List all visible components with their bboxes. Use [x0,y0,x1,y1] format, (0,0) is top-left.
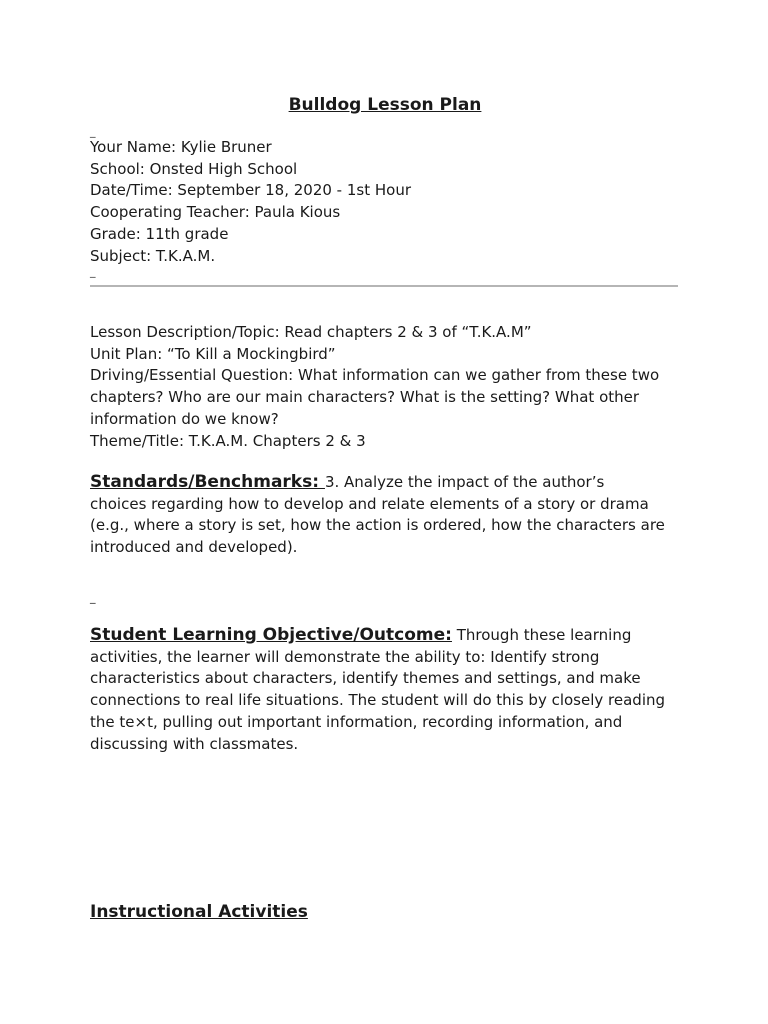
separator-dash: _ [90,591,96,604]
horizontal-rule [90,285,678,287]
objective-text-line: the te×t, pulling out important information, recording information, and [90,712,623,731]
info-name: Your Name: Kylie Bruner [90,138,272,156]
separator-dash: _ [90,125,96,138]
essential-question-line: Driving/Essential Question: What information can we gather from these two [90,366,660,385]
standards-text-line: (e.g., where a story is set, how the action is ordered, how the characters are [90,516,665,535]
standards-text: 3. Analyze the impact of the author’s [324,473,605,491]
instructional-activities-heading: Instructional Activities [90,902,308,922]
unit-plan: Unit Plan: “To Kill a Mockingbird” [90,344,336,363]
info-subject: Subject: T.K.A.M. [90,246,216,265]
theme-title: Theme/Title: T.K.A.M. Chapters 2 & 3 [90,431,366,450]
essential-question-line: chapters? Who are our main characters? What is the setting? What other [90,388,640,407]
objective-text-line: discussing with classmates. [90,734,299,753]
objective-text-line: characteristics about characters, identify themes and settings, and make [90,669,641,688]
objective-section [90,625,680,755]
info-grade: Grade: 11th grade [90,224,229,243]
objective-first-line [90,625,680,647]
essential-question-line: information do we know? [90,409,279,428]
standards-text-line: choices regarding how to develop and relate elements of a story or drama [90,494,649,513]
standards-text-line: introduced and developed). [90,538,298,557]
lesson-details-block [90,322,680,452]
objective-text: Through these learning [451,626,632,644]
objective-text-line: activities, the learner will demonstrate the ability to: Identify strong [90,647,600,666]
standards-heading: Standards/Benchmarks: [90,472,325,492]
objective-text-line: connections to real life situations. The student will do this by closely reading [90,691,666,710]
page-title: Bulldog Lesson Plan [288,95,482,115]
teacher-info-block [90,127,411,277]
info-teacher: Cooperating Teacher: Paula Kious [90,203,341,222]
lesson-description: Lesson Description/Topic: Read chapters 2 & 3 of “T.K.A.M” [90,323,532,341]
standards-first-line [90,472,680,494]
standards-section [90,472,680,559]
info-school: School: Onsted High School [90,159,298,178]
info-datetime: Date/Time: September 18, 2020 - 1st Hour [90,181,411,200]
objective-heading: Student Learning Objective/Outcome: [90,625,452,645]
separator-dash: _ [90,265,96,279]
